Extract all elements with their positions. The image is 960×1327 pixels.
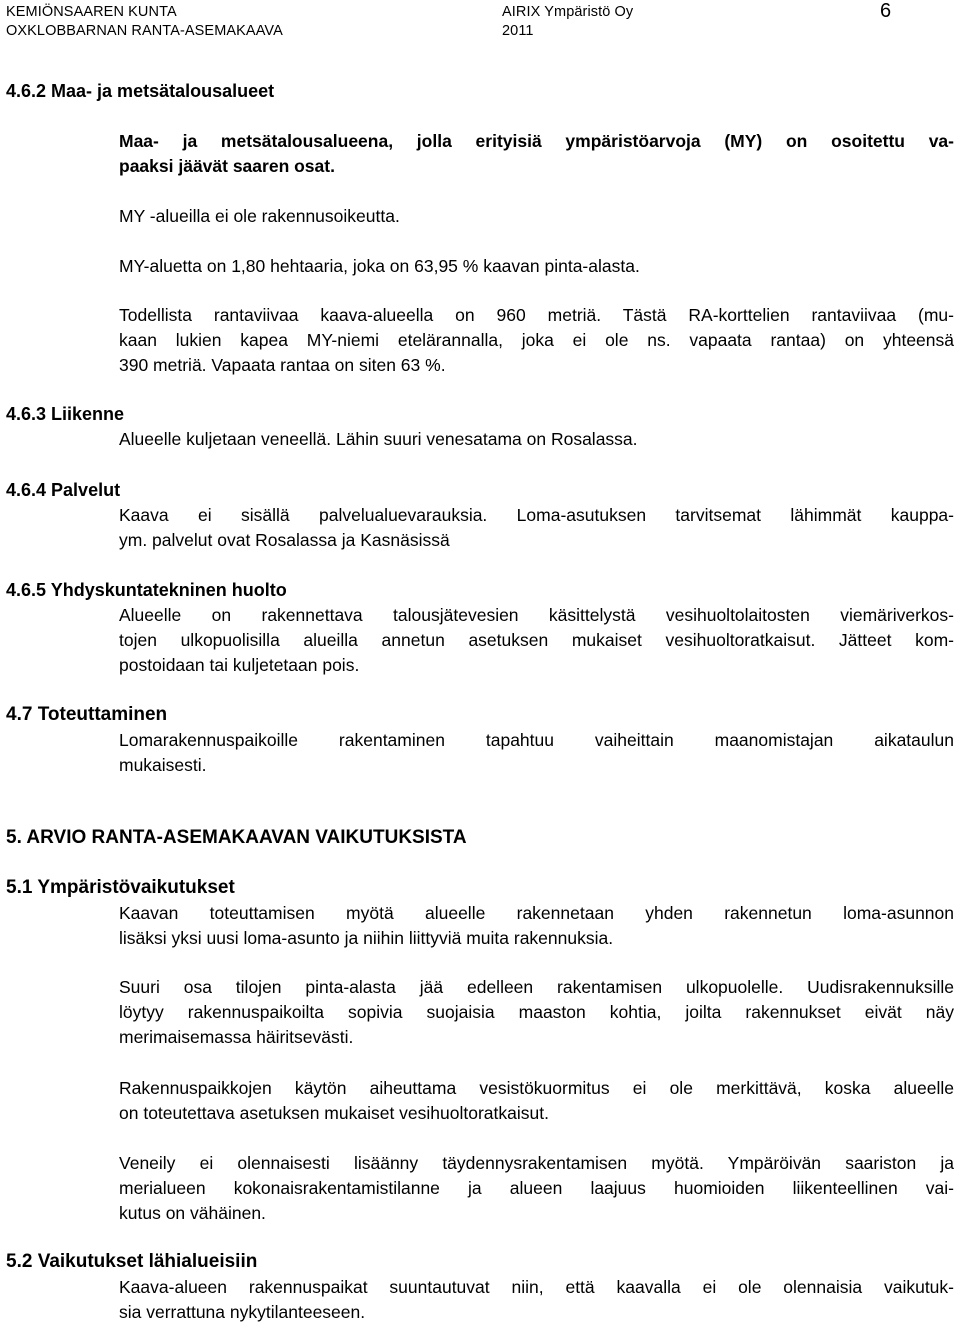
text-line: Maa- ja metsätalousalueena, jolla erityisiä ympäristöarvoja (MY) on osoitettu va- (119, 131, 954, 151)
text-line: Lomarakennuspaikoille rakentaminen tapahtuu vaiheittain maanomistajan aikataulun (119, 730, 954, 750)
text-line: tojen ulkopuolisilla alueilla annetun asetuksen mukaiset vesihuoltoratkaisut. Jätteet kom- (119, 630, 954, 650)
text-line: MY-aluetta on 1,80 hehtaaria, joka on 63,95 % kaavan pinta-alasta. (119, 256, 640, 276)
text-line: Kaavan toteuttamisen myötä alueelle rakennetaan yhden rakennetun loma-asunnon (119, 903, 954, 923)
text-line: Veneily ei olennaisesti lisäänny täydennysrakentamisen myötä. Ympäröivän saariston ja (119, 1153, 954, 1173)
paragraph-traffic (119, 427, 954, 452)
header-org: KEMIÖNSAAREN KUNTA (6, 4, 177, 20)
text-line: kaan lukien kapea MY-niemi etelärannalla, joka ei ole ns. vapaata rantaa) on yhteensä (119, 330, 954, 350)
text-line: MY -alueilla ei ole rakennusoikeutta. (119, 206, 400, 226)
text-line: Kaava-alueen rakennuspaikat suuntautuvat niin, että kaavalla ei ole olennaisia vaikutuk- (119, 1277, 954, 1297)
paragraph-implementation (119, 728, 954, 778)
heading-4-7: 4.7 Toteuttaminen (6, 704, 168, 725)
text-line: paaksi jäävät saaren osat. (119, 156, 335, 176)
header-plan: OXKLOBBARNAN RANTA-ASEMAKAAVA (6, 23, 283, 39)
heading-5-1: 5.1 Ympäristövaikutukset (6, 877, 235, 898)
header-company: AIRIX Ympäristö Oy (502, 4, 634, 20)
text-line: postoidaan tai kuljetetaan pois. (119, 655, 360, 675)
paragraph-shoreline (119, 303, 954, 378)
page-number: 6 (880, 0, 892, 22)
text-line: lisäksi yksi uusi loma-asunto ja niihin liittyviä muita rakennuksia. (119, 928, 614, 948)
text-line: sia verrattuna nykytilanteeseen. (119, 1302, 366, 1322)
heading-4-6-4: 4.6.4 Palvelut (6, 480, 121, 500)
text-line: Suuri osa tilojen pinta-alasta jää edelleen rakentamisen ulkopuolelle. Uudisrakennuksille (119, 977, 954, 997)
text-line: mukaisesti. (119, 755, 207, 775)
text-line: 390 metriä. Vapaata rantaa on siten 63 %. (119, 355, 446, 375)
heading-5: 5. ARVIO RANTA-ASEMAKAAVAN VAIKUTUKSISTA (6, 827, 467, 848)
text-line: Todellista rantaviivaa kaava-alueella on 960 metriä. Tästä RA-korttelien rantaviivaa (mu- (119, 305, 954, 325)
paragraph-building-rights (119, 204, 954, 229)
header-year: 2011 (502, 23, 534, 39)
heading-4-6-3: 4.6.3 Liikenne (6, 404, 125, 424)
paragraph-my-area (119, 254, 954, 279)
paragraph-my-definition (119, 129, 954, 179)
paragraph-services (119, 503, 954, 553)
text-line: merimaisemassa häiritsevästi. (119, 1027, 354, 1047)
heading-4-6-2: 4.6.2 Maa- ja metsätalousalueet (6, 81, 275, 101)
text-line: Kaava ei sisällä palvelualuevarauksia. Loma-asutuksen tarvitsemat lähimmät kauppa- (119, 505, 954, 525)
text-line: Alueelle kuljetaan veneellä. Lähin suuri venesatama on Rosalassa. (119, 429, 638, 449)
text-line: Alueelle on rakennettava talousjätevesien käsittelystä vesihuoltolaitosten viemäriverkos- (119, 605, 954, 625)
paragraph-environmental-2 (119, 975, 954, 1050)
heading-4-6-5: 4.6.5 Yhdyskuntatekninen huolto (6, 580, 287, 600)
paragraph-environmental-3 (119, 1076, 954, 1126)
paragraph-neighbouring-effects (119, 1275, 954, 1325)
text-line: löytyy rakennuspaikoilta sopivia suojaisia maaston kohtia, joilta rakennukset eivät näy (119, 1002, 954, 1022)
paragraph-environmental-1 (119, 901, 954, 951)
paragraph-environmental-4 (119, 1151, 954, 1226)
text-line: on toteutettava asetuksen mukaiset vesihuoltoratkaisut. (119, 1103, 549, 1123)
text-line: kutus on vähäinen. (119, 1203, 266, 1223)
paragraph-municipal-engineering (119, 603, 954, 678)
text-line: Rakennuspaikkojen käytön aiheuttama vesistökuormitus ei ole merkittävä, koska alueelle (119, 1078, 954, 1098)
text-line: ym. palvelut ovat Rosalassa ja Kasnäsissä (119, 530, 450, 550)
text-line: merialueen kokonaisrakentamistilanne ja alueen laajuus huomioiden liikenteellinen vai- (119, 1178, 954, 1198)
heading-5-2: 5.2 Vaikutukset lähialueisiin (6, 1251, 258, 1272)
